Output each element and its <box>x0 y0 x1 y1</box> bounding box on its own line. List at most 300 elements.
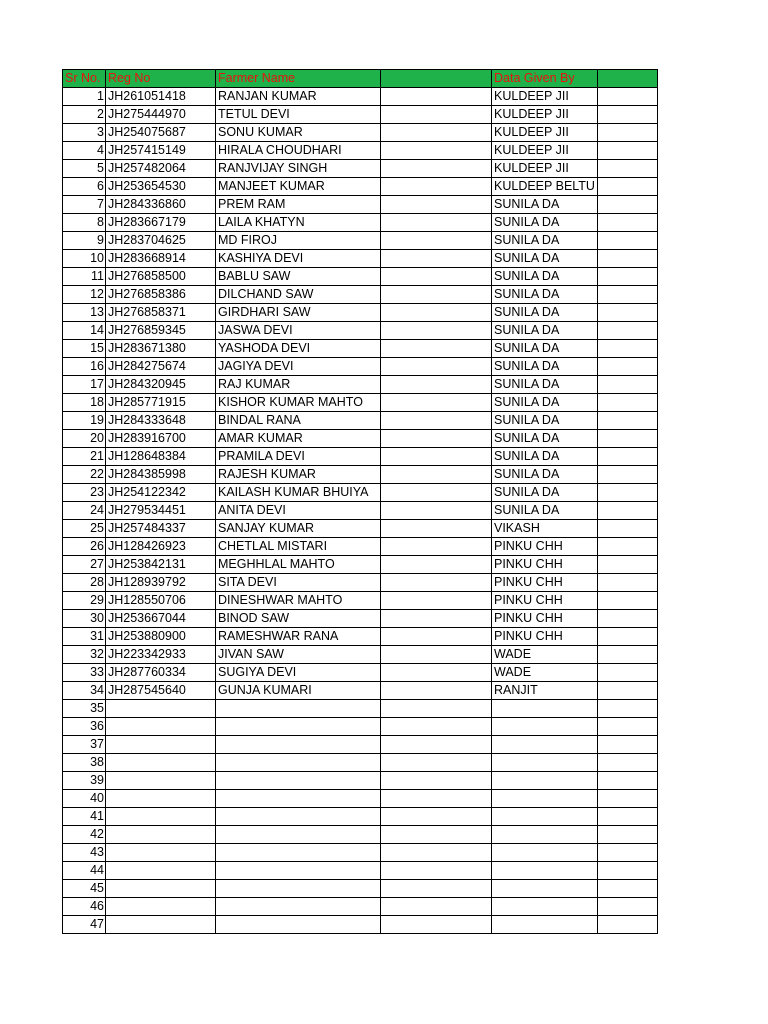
blank-cell[interactable] <box>381 682 492 700</box>
blank-cell[interactable] <box>381 754 492 772</box>
sr-cell[interactable]: 6 <box>63 178 106 196</box>
farmer-name-cell[interactable]: PRAMILA DEVI <box>216 448 381 466</box>
table-row <box>63 466 658 484</box>
farmer-name-cell[interactable] <box>216 754 381 772</box>
farmer-name-cell[interactable] <box>216 862 381 880</box>
blank-cell[interactable] <box>597 772 657 790</box>
reg-no-cell[interactable]: JH283668914 <box>106 250 216 268</box>
blank-cell[interactable] <box>597 412 657 430</box>
farmer-data-table <box>62 69 658 934</box>
farmer-name-cell[interactable]: RAMESHWAR RANA <box>216 628 381 646</box>
reg-no-cell[interactable]: JH253880900 <box>106 628 216 646</box>
blank-cell[interactable] <box>381 556 492 574</box>
farmer-name-cell[interactable]: SUGIYA DEVI <box>216 664 381 682</box>
farmer-name-cell[interactable] <box>216 718 381 736</box>
data-given-by-cell[interactable]: KULDEEP JII <box>492 160 598 178</box>
reg-no-cell[interactable]: JH128939792 <box>106 574 216 592</box>
blank-cell[interactable] <box>597 160 657 178</box>
blank-cell[interactable] <box>597 628 657 646</box>
blank-cell[interactable] <box>597 340 657 358</box>
farmer-name-cell[interactable]: KISHOR KUMAR MAHTO <box>216 394 381 412</box>
data-given-by-cell[interactable]: SUNILA DA <box>492 304 598 322</box>
farmer-name-cell[interactable]: SANJAY KUMAR <box>216 520 381 538</box>
blank-cell[interactable] <box>381 736 492 754</box>
farmer-name-cell[interactable]: PREM RAM <box>216 196 381 214</box>
blank-cell[interactable] <box>381 718 492 736</box>
sr-cell[interactable]: 8 <box>63 214 106 232</box>
sr-cell[interactable]: 23 <box>63 484 106 502</box>
blank-cell[interactable] <box>381 808 492 826</box>
blank-cell[interactable] <box>381 610 492 628</box>
reg-no-cell[interactable] <box>106 718 216 736</box>
data-given-by-cell[interactable]: WADE <box>492 664 598 682</box>
sr-cell[interactable]: 14 <box>63 322 106 340</box>
blank-cell[interactable] <box>597 556 657 574</box>
sr-cell[interactable]: 5 <box>63 160 106 178</box>
farmer-name-cell[interactable] <box>216 772 381 790</box>
blank-cell[interactable] <box>597 700 657 718</box>
data-given-by-cell[interactable]: SUNILA DA <box>492 268 598 286</box>
data-given-by-cell[interactable]: SUNILA DA <box>492 430 598 448</box>
farmer-name-cell[interactable]: DINESHWAR MAHTO <box>216 592 381 610</box>
reg-no-cell[interactable]: JH128648384 <box>106 448 216 466</box>
reg-no-cell[interactable]: JH279534451 <box>106 502 216 520</box>
data-given-by-cell[interactable]: KULDEEP JII <box>492 124 598 142</box>
farmer-name-cell[interactable]: ANITA DEVI <box>216 502 381 520</box>
sr-cell[interactable]: 43 <box>63 844 106 862</box>
blank-cell[interactable] <box>597 358 657 376</box>
blank-cell[interactable] <box>381 844 492 862</box>
farmer-name-cell[interactable] <box>216 880 381 898</box>
data-given-by-cell[interactable]: SUNILA DA <box>492 484 598 502</box>
reg-no-cell[interactable]: JH275444970 <box>106 106 216 124</box>
header-blank-cell[interactable] <box>381 70 492 88</box>
sr-cell[interactable]: 29 <box>63 592 106 610</box>
reg-no-cell[interactable]: JH257484337 <box>106 520 216 538</box>
blank-cell[interactable] <box>597 610 657 628</box>
data-given-by-cell[interactable]: SUNILA DA <box>492 358 598 376</box>
blank-cell[interactable] <box>381 880 492 898</box>
reg-no-cell[interactable]: JH253842131 <box>106 556 216 574</box>
reg-no-cell[interactable] <box>106 772 216 790</box>
farmer-name-cell[interactable]: KAILASH KUMAR BHUIYA <box>216 484 381 502</box>
data-given-by-cell[interactable]: SUNILA DA <box>492 196 598 214</box>
sr-cell[interactable]: 24 <box>63 502 106 520</box>
sr-cell[interactable]: 20 <box>63 430 106 448</box>
farmer-name-cell[interactable]: KASHIYA DEVI <box>216 250 381 268</box>
reg-no-cell[interactable]: JH283671380 <box>106 340 216 358</box>
sr-cell[interactable]: 4 <box>63 142 106 160</box>
reg-no-cell[interactable]: JH257482064 <box>106 160 216 178</box>
data-given-by-cell[interactable] <box>492 826 598 844</box>
sr-cell[interactable]: 28 <box>63 574 106 592</box>
farmer-name-cell[interactable]: SONU KUMAR <box>216 124 381 142</box>
header-sr-no[interactable]: Sr No. <box>63 70 106 88</box>
blank-cell[interactable] <box>597 214 657 232</box>
farmer-name-cell[interactable]: DILCHAND SAW <box>216 286 381 304</box>
blank-cell[interactable] <box>381 376 492 394</box>
farmer-name-cell[interactable]: RAJ KUMAR <box>216 376 381 394</box>
blank-cell[interactable] <box>381 178 492 196</box>
blank-cell[interactable] <box>597 736 657 754</box>
sr-cell[interactable]: 36 <box>63 718 106 736</box>
data-given-by-cell[interactable]: PINKU CHH <box>492 538 598 556</box>
data-given-by-cell[interactable] <box>492 880 598 898</box>
sr-cell[interactable]: 21 <box>63 448 106 466</box>
sr-cell[interactable]: 45 <box>63 880 106 898</box>
reg-no-cell[interactable] <box>106 736 216 754</box>
reg-no-cell[interactable] <box>106 916 216 934</box>
farmer-name-cell[interactable]: MANJEET KUMAR <box>216 178 381 196</box>
blank-cell[interactable] <box>381 664 492 682</box>
sr-cell[interactable]: 25 <box>63 520 106 538</box>
farmer-name-cell[interactable]: SITA DEVI <box>216 574 381 592</box>
reg-no-cell[interactable]: JH285771915 <box>106 394 216 412</box>
data-given-by-cell[interactable]: SUNILA DA <box>492 322 598 340</box>
data-given-by-cell[interactable]: RANJIT <box>492 682 598 700</box>
blank-cell[interactable] <box>381 790 492 808</box>
blank-cell[interactable] <box>597 790 657 808</box>
data-given-by-cell[interactable]: PINKU CHH <box>492 610 598 628</box>
blank-cell[interactable] <box>597 286 657 304</box>
blank-cell[interactable] <box>597 124 657 142</box>
farmer-name-cell[interactable]: JIVAN SAW <box>216 646 381 664</box>
data-given-by-cell[interactable] <box>492 916 598 934</box>
blank-cell[interactable] <box>381 286 492 304</box>
data-given-by-cell[interactable] <box>492 862 598 880</box>
farmer-name-cell[interactable]: MEGHHLAL MAHTO <box>216 556 381 574</box>
farmer-name-cell[interactable]: RANJVIJAY SINGH <box>216 160 381 178</box>
reg-no-cell[interactable]: JH287545640 <box>106 682 216 700</box>
blank-cell[interactable] <box>381 124 492 142</box>
blank-cell[interactable] <box>597 268 657 286</box>
table-row <box>63 142 658 160</box>
blank-cell[interactable] <box>597 394 657 412</box>
reg-no-cell[interactable]: JH283667179 <box>106 214 216 232</box>
blank-cell[interactable] <box>381 538 492 556</box>
sr-cell[interactable]: 44 <box>63 862 106 880</box>
blank-cell[interactable] <box>597 196 657 214</box>
sr-cell[interactable]: 26 <box>63 538 106 556</box>
blank-cell[interactable] <box>597 232 657 250</box>
sr-cell[interactable]: 32 <box>63 646 106 664</box>
reg-no-cell[interactable] <box>106 700 216 718</box>
farmer-name-cell[interactable]: BINDAL RANA <box>216 412 381 430</box>
blank-cell[interactable] <box>597 304 657 322</box>
reg-no-cell[interactable]: JH283704625 <box>106 232 216 250</box>
reg-no-cell[interactable] <box>106 898 216 916</box>
blank-cell[interactable] <box>597 520 657 538</box>
sr-cell[interactable]: 15 <box>63 340 106 358</box>
data-given-by-cell[interactable]: KULDEEP JII <box>492 88 598 106</box>
data-given-by-cell[interactable]: SUNILA DA <box>492 376 598 394</box>
blank-cell[interactable] <box>381 628 492 646</box>
blank-cell[interactable] <box>381 700 492 718</box>
reg-no-cell[interactable]: JH276858386 <box>106 286 216 304</box>
sr-cell[interactable]: 13 <box>63 304 106 322</box>
sr-cell[interactable]: 30 <box>63 610 106 628</box>
data-given-by-cell[interactable]: PINKU CHH <box>492 556 598 574</box>
sr-cell[interactable]: 9 <box>63 232 106 250</box>
blank-cell[interactable] <box>597 646 657 664</box>
blank-cell[interactable] <box>597 88 657 106</box>
blank-cell[interactable] <box>381 520 492 538</box>
data-given-by-cell[interactable] <box>492 844 598 862</box>
data-given-by-cell[interactable]: KULDEEP JII <box>492 142 598 160</box>
farmer-name-cell[interactable] <box>216 916 381 934</box>
sr-cell[interactable]: 31 <box>63 628 106 646</box>
blank-cell[interactable] <box>597 754 657 772</box>
data-given-by-cell[interactable]: SUNILA DA <box>492 250 598 268</box>
blank-cell[interactable] <box>597 862 657 880</box>
blank-cell[interactable] <box>381 412 492 430</box>
blank-cell[interactable] <box>381 862 492 880</box>
farmer-name-cell[interactable]: HIRALA CHOUDHARI <box>216 142 381 160</box>
sr-cell[interactable]: 10 <box>63 250 106 268</box>
blank-cell[interactable] <box>381 574 492 592</box>
header-blank-cell[interactable] <box>597 70 657 88</box>
sr-cell[interactable]: 39 <box>63 772 106 790</box>
sr-cell[interactable]: 34 <box>63 682 106 700</box>
blank-cell[interactable] <box>381 106 492 124</box>
table-row <box>63 412 658 430</box>
reg-no-cell[interactable] <box>106 880 216 898</box>
reg-no-cell[interactable] <box>106 844 216 862</box>
blank-cell[interactable] <box>597 592 657 610</box>
blank-cell[interactable] <box>597 430 657 448</box>
data-given-by-cell[interactable]: SUNILA DA <box>492 412 598 430</box>
data-given-by-cell[interactable]: PINKU CHH <box>492 628 598 646</box>
reg-no-cell[interactable]: JH253654530 <box>106 178 216 196</box>
data-given-by-cell[interactable] <box>492 898 598 916</box>
farmer-name-cell[interactable]: GUNJA KUMARI <box>216 682 381 700</box>
reg-no-cell[interactable]: JH257415149 <box>106 142 216 160</box>
blank-cell[interactable] <box>381 196 492 214</box>
blank-cell[interactable] <box>597 880 657 898</box>
reg-no-cell[interactable]: JH254122342 <box>106 484 216 502</box>
blank-cell[interactable] <box>381 142 492 160</box>
reg-no-cell[interactable] <box>106 826 216 844</box>
data-given-by-cell[interactable] <box>492 736 598 754</box>
sr-cell[interactable]: 7 <box>63 196 106 214</box>
blank-cell[interactable] <box>597 466 657 484</box>
blank-cell[interactable] <box>597 502 657 520</box>
reg-no-cell[interactable] <box>106 790 216 808</box>
blank-cell[interactable] <box>597 898 657 916</box>
header-data-given-by[interactable]: Data Given By <box>492 70 598 88</box>
sr-cell[interactable]: 35 <box>63 700 106 718</box>
blank-cell[interactable] <box>381 88 492 106</box>
data-given-by-cell[interactable]: SUNILA DA <box>492 466 598 484</box>
reg-no-cell[interactable]: JH261051418 <box>106 88 216 106</box>
reg-no-cell[interactable] <box>106 808 216 826</box>
blank-cell[interactable] <box>381 646 492 664</box>
farmer-name-cell[interactable]: RAJESH KUMAR <box>216 466 381 484</box>
sr-cell[interactable]: 1 <box>63 88 106 106</box>
farmer-name-cell[interactable] <box>216 736 381 754</box>
data-given-by-cell[interactable]: SUNILA DA <box>492 214 598 232</box>
blank-cell[interactable] <box>597 916 657 934</box>
farmer-name-cell[interactable] <box>216 826 381 844</box>
reg-no-cell[interactable]: JH276858371 <box>106 304 216 322</box>
blank-cell[interactable] <box>597 664 657 682</box>
sr-cell[interactable]: 12 <box>63 286 106 304</box>
reg-no-cell[interactable]: JH254075687 <box>106 124 216 142</box>
blank-cell[interactable] <box>381 502 492 520</box>
farmer-name-cell[interactable] <box>216 844 381 862</box>
blank-cell[interactable] <box>381 214 492 232</box>
reg-no-cell[interactable] <box>106 862 216 880</box>
table-row <box>63 502 658 520</box>
blank-cell[interactable] <box>597 250 657 268</box>
farmer-name-cell[interactable]: BABLU SAW <box>216 268 381 286</box>
blank-cell[interactable] <box>597 682 657 700</box>
reg-no-cell[interactable]: JH284336860 <box>106 196 216 214</box>
data-given-by-cell[interactable] <box>492 700 598 718</box>
data-given-by-cell[interactable]: SUNILA DA <box>492 448 598 466</box>
data-given-by-cell[interactable]: SUNILA DA <box>492 232 598 250</box>
sr-cell[interactable]: 16 <box>63 358 106 376</box>
blank-cell[interactable] <box>597 844 657 862</box>
blank-cell[interactable] <box>381 322 492 340</box>
blank-cell[interactable] <box>381 358 492 376</box>
blank-cell[interactable] <box>381 394 492 412</box>
sr-cell[interactable]: 47 <box>63 916 106 934</box>
blank-cell[interactable] <box>381 898 492 916</box>
blank-cell[interactable] <box>381 160 492 178</box>
blank-cell[interactable] <box>381 466 492 484</box>
blank-cell[interactable] <box>597 538 657 556</box>
data-given-by-cell[interactable]: PINKU CHH <box>492 592 598 610</box>
data-given-by-cell[interactable]: KULDEEP JII <box>492 106 598 124</box>
data-given-by-cell[interactable] <box>492 772 598 790</box>
reg-no-cell[interactable]: JH284385998 <box>106 466 216 484</box>
blank-cell[interactable] <box>381 268 492 286</box>
farmer-name-cell[interactable]: JASWA DEVI <box>216 322 381 340</box>
sr-cell[interactable]: 11 <box>63 268 106 286</box>
sr-cell[interactable]: 38 <box>63 754 106 772</box>
header-farmer-name[interactable]: Farmer Name <box>216 70 381 88</box>
data-given-by-cell[interactable]: SUNILA DA <box>492 340 598 358</box>
data-given-by-cell[interactable]: PINKU CHH <box>492 574 598 592</box>
sr-cell[interactable]: 37 <box>63 736 106 754</box>
table-row <box>63 430 658 448</box>
data-given-by-cell[interactable] <box>492 790 598 808</box>
farmer-name-cell[interactable]: LAILA KHATYN <box>216 214 381 232</box>
blank-cell[interactable] <box>597 718 657 736</box>
farmer-name-cell[interactable]: CHETLAL MISTARI <box>216 538 381 556</box>
reg-no-cell[interactable]: JH287760334 <box>106 664 216 682</box>
farmer-name-cell[interactable] <box>216 790 381 808</box>
sr-cell[interactable]: 46 <box>63 898 106 916</box>
sr-cell[interactable]: 33 <box>63 664 106 682</box>
sr-cell[interactable]: 42 <box>63 826 106 844</box>
sr-cell[interactable]: 40 <box>63 790 106 808</box>
table-row <box>63 232 658 250</box>
sr-cell[interactable]: 27 <box>63 556 106 574</box>
blank-cell[interactable] <box>381 340 492 358</box>
blank-cell[interactable] <box>597 142 657 160</box>
sr-cell[interactable]: 18 <box>63 394 106 412</box>
table-row <box>63 718 658 736</box>
farmer-name-cell[interactable]: AMAR KUMAR <box>216 430 381 448</box>
reg-no-cell[interactable] <box>106 754 216 772</box>
blank-cell[interactable] <box>381 484 492 502</box>
data-given-by-cell[interactable]: VIKASH <box>492 520 598 538</box>
header-reg-no[interactable]: Reg No <box>106 70 216 88</box>
data-given-by-cell[interactable]: WADE <box>492 646 598 664</box>
sr-cell[interactable]: 22 <box>63 466 106 484</box>
blank-cell[interactable] <box>381 448 492 466</box>
farmer-name-cell[interactable]: RANJAN KUMAR <box>216 88 381 106</box>
farmer-name-cell[interactable]: YASHODA DEVI <box>216 340 381 358</box>
reg-no-cell[interactable]: JH276858500 <box>106 268 216 286</box>
data-given-by-cell[interactable]: SUNILA DA <box>492 502 598 520</box>
blank-cell[interactable] <box>597 106 657 124</box>
reg-no-cell[interactable]: JH284320945 <box>106 376 216 394</box>
reg-no-cell[interactable]: JH284333648 <box>106 412 216 430</box>
reg-no-cell[interactable]: JH276859345 <box>106 322 216 340</box>
sr-cell[interactable]: 3 <box>63 124 106 142</box>
blank-cell[interactable] <box>597 826 657 844</box>
blank-cell[interactable] <box>381 430 492 448</box>
blank-cell[interactable] <box>597 178 657 196</box>
header-row <box>63 70 658 88</box>
reg-no-cell[interactable]: JH283916700 <box>106 430 216 448</box>
reg-no-cell[interactable]: JH223342933 <box>106 646 216 664</box>
blank-cell[interactable] <box>597 322 657 340</box>
sr-cell[interactable]: 41 <box>63 808 106 826</box>
blank-cell[interactable] <box>381 772 492 790</box>
table-row <box>63 808 658 826</box>
farmer-name-cell[interactable]: GIRDHARI SAW <box>216 304 381 322</box>
blank-cell[interactable] <box>597 376 657 394</box>
reg-no-cell[interactable]: JH284275674 <box>106 358 216 376</box>
sr-cell[interactable]: 19 <box>63 412 106 430</box>
blank-cell[interactable] <box>381 826 492 844</box>
data-given-by-cell[interactable]: KULDEEP BELTU <box>492 178 598 196</box>
blank-cell[interactable] <box>597 574 657 592</box>
data-given-by-cell[interactable]: SUNILA DA <box>492 394 598 412</box>
blank-cell[interactable] <box>597 484 657 502</box>
farmer-name-cell[interactable]: MD FIROJ <box>216 232 381 250</box>
sr-cell[interactable]: 2 <box>63 106 106 124</box>
table-row <box>63 88 658 106</box>
farmer-name-cell[interactable]: JAGIYA DEVI <box>216 358 381 376</box>
blank-cell[interactable] <box>381 592 492 610</box>
data-given-by-cell[interactable]: SUNILA DA <box>492 286 598 304</box>
blank-cell[interactable] <box>597 808 657 826</box>
reg-no-cell[interactable]: JH128550706 <box>106 592 216 610</box>
data-given-by-cell[interactable] <box>492 808 598 826</box>
data-given-by-cell[interactable] <box>492 754 598 772</box>
data-given-by-cell[interactable] <box>492 718 598 736</box>
sr-cell[interactable]: 17 <box>63 376 106 394</box>
table-row <box>63 664 658 682</box>
blank-cell[interactable] <box>597 448 657 466</box>
reg-no-cell[interactable]: JH128426923 <box>106 538 216 556</box>
farmer-name-cell[interactable]: BINOD SAW <box>216 610 381 628</box>
farmer-name-cell[interactable] <box>216 700 381 718</box>
blank-cell[interactable] <box>381 250 492 268</box>
blank-cell[interactable] <box>381 304 492 322</box>
blank-cell[interactable] <box>381 916 492 934</box>
farmer-name-cell[interactable]: TETUL DEVI <box>216 106 381 124</box>
farmer-name-cell[interactable] <box>216 898 381 916</box>
blank-cell[interactable] <box>381 232 492 250</box>
reg-no-cell[interactable]: JH253667044 <box>106 610 216 628</box>
farmer-name-cell[interactable] <box>216 808 381 826</box>
